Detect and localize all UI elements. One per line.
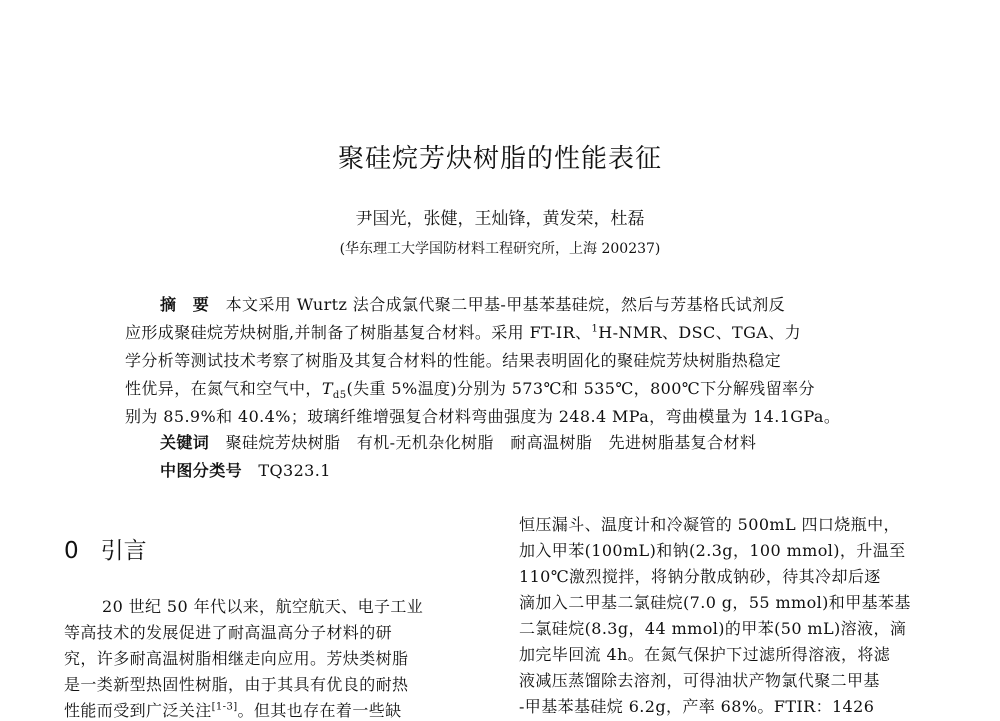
left-line-2: 等高技术的发展促进了耐高温高分子材料的研 — [64, 623, 393, 642]
left-line-3: 究，许多耐高温树脂相继走向应用。芳炔类树脂 — [64, 649, 409, 668]
abstract-line-1 — [160, 292, 785, 315]
classification-label: 中图分类号 — [160, 461, 243, 480]
abstract-label: 摘 要 — [160, 295, 210, 314]
section-title: 引言 — [100, 538, 147, 564]
classification-code: TQ323.1 — [258, 461, 331, 480]
abstract-line-4: 性优异，在氮气和空气中，$T_{d5}$(失重 5%温度)分别为 573℃和 535℃，800℃下分解残留率分 — [125, 379, 815, 402]
left-line-5: 性能而受到广泛关注[1-3]。但其也存在着一些缺 — [64, 701, 402, 720]
right-line-2: 加入甲苯(100mL)和钠(2.3g，100 mmol)，升温至 — [519, 541, 906, 560]
keywords-line — [160, 430, 756, 453]
affiliation: (华东理工大学国防材料工程研究所，上海 200237) — [339, 241, 661, 257]
left-line-1: 20 世纪 50 年代以来，航空航天、电子工业 — [102, 597, 424, 616]
keywords-text: 聚硅烷芳炔树脂 有机-无机杂化树脂 耐高温树脂 先进树脂基复合材料 — [225, 433, 757, 452]
right-line-7: 液减压蒸馏除去溶剂，可得油状产物氯代聚二甲基 — [519, 671, 880, 690]
right-line-4: 滴加入二甲基二氯硅烷(7.0 g，55 mmol)和甲基苯基 — [519, 593, 911, 612]
section-heading — [64, 532, 147, 565]
abstract-line-2: 应形成聚硅烷芳炔树脂,并制备了树脂基复合材料。采用 FT-IR、$^1$H-NMR、DSC、TGA、力 — [125, 323, 802, 342]
abstract-text-1: 本文采用 Wurtz 法合成氯代聚二甲基-甲基苯基硅烷，然后与芳基格氏试剂反 — [225, 295, 785, 314]
section-number: 0 — [64, 538, 79, 564]
abstract-line-3: 学分析等测试技术考察了树脂及其复合材料的性能。结果表明固化的聚硅烷芳炔树脂热稳定 — [125, 351, 782, 370]
abstract-line-5: 别为 85.9%和 40.4%；玻璃纤维增强复合材料弯曲强度为 248.4 MPa，弯曲模量为 14.1GPa。 — [125, 407, 841, 426]
paper-title: 聚硅烷芳炔树脂的性能表征 — [337, 144, 662, 174]
right-line-8: -甲基苯基硅烷 6.2g，产率 68%。FTIR：1426 — [519, 697, 875, 716]
right-line-3: 110℃激烈搅拌，将钠分散成钠砂，待其冷却后逐 — [519, 567, 881, 586]
classification-line — [160, 458, 331, 481]
keywords-label: 关键词 — [160, 433, 210, 452]
right-line-1: 恒压漏斗、温度计和冷凝管的 500mL 四口烧瓶中， — [519, 515, 900, 534]
left-line-4: 是一类新型热固性树脂，由于其具有优良的耐热 — [64, 675, 409, 694]
author-list: 尹国光，张健，王灿锋，黄发荣，杜磊 — [355, 209, 645, 229]
right-line-6: 加完毕回流 4h。在氮气保护下过滤所得溶液，将滤 — [519, 645, 891, 664]
right-line-5: 二氯硅烷(8.3g，44 mmol)的甲苯(50 mL)溶液，滴 — [519, 619, 907, 638]
